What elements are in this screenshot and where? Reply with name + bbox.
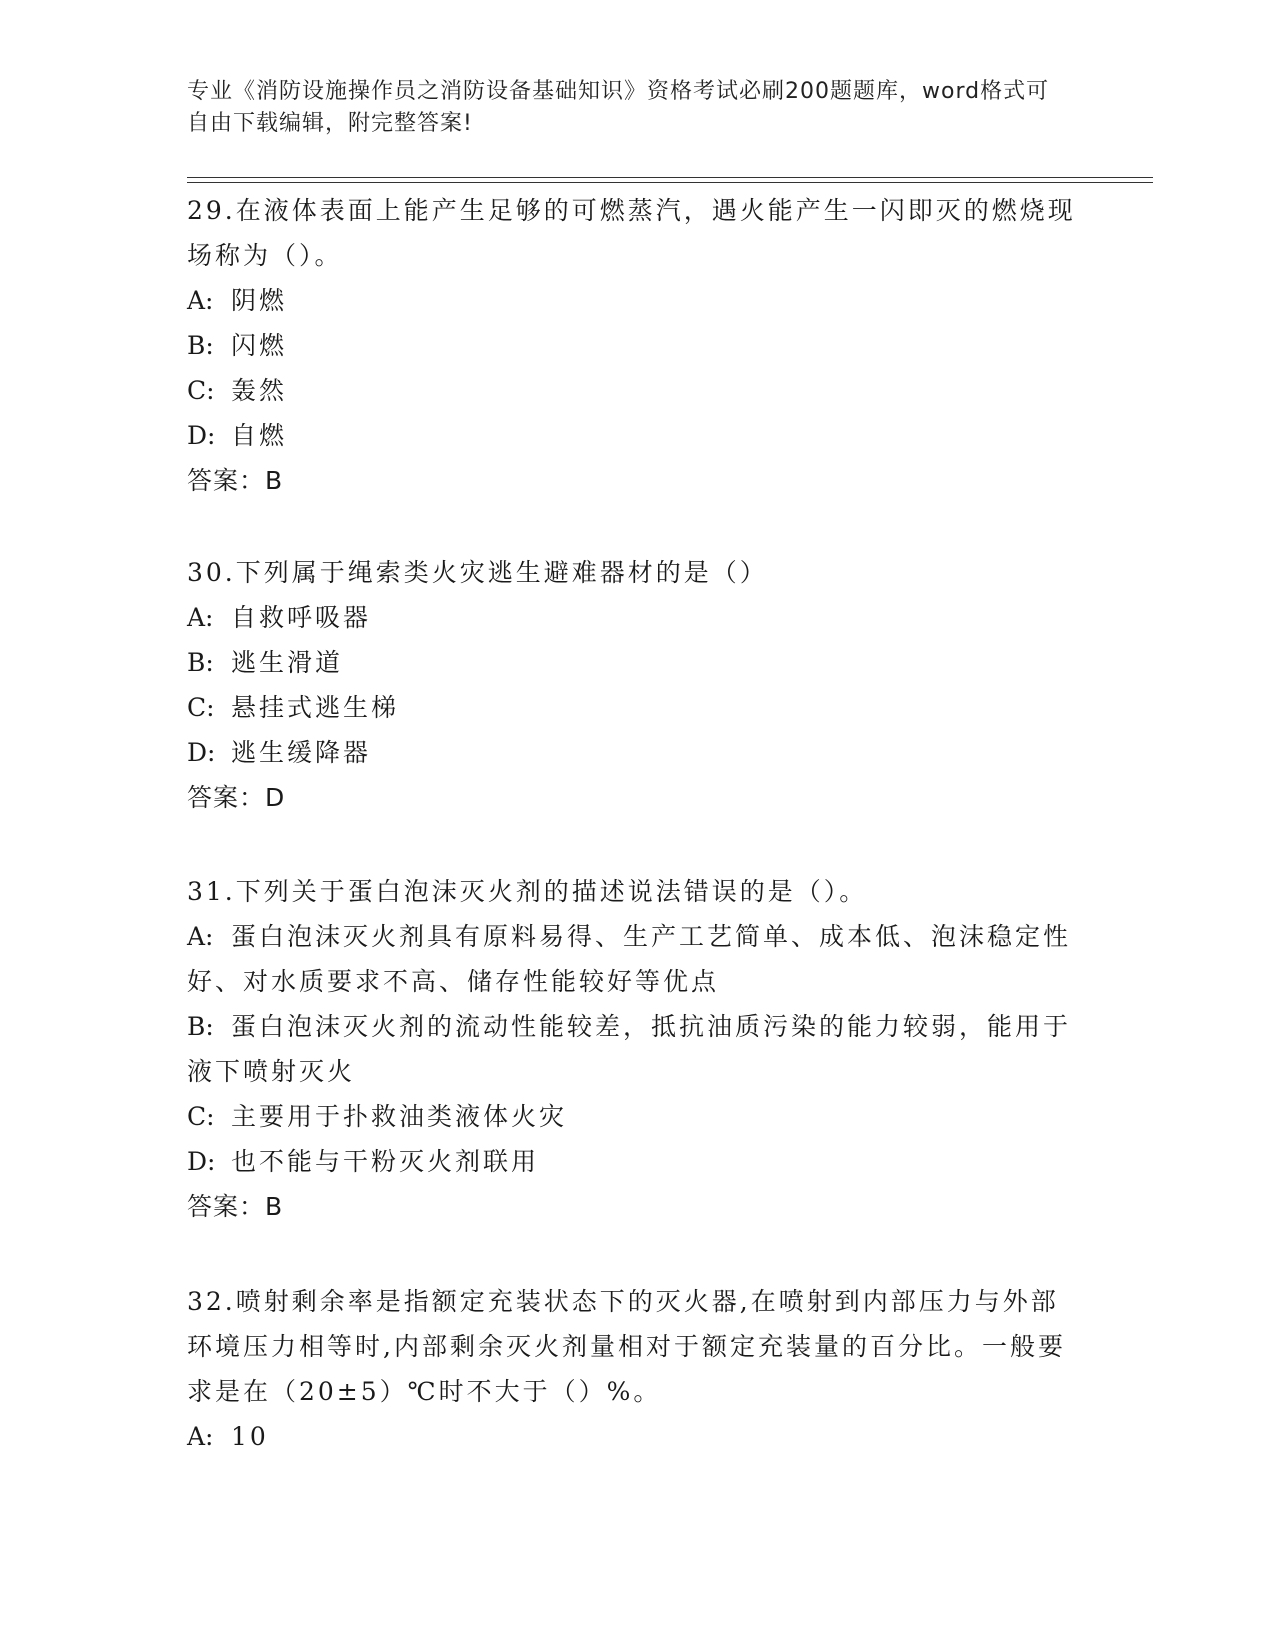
option-text: 自救呼吸器 — [231, 603, 372, 632]
option-c: C: 主要用于扑救油类液体火灾 — [187, 1102, 568, 1131]
answer: 答案：D — [187, 783, 286, 812]
option-c: C: 轰然 — [187, 376, 288, 405]
option-c: C: 悬挂式逃生梯 — [187, 693, 400, 722]
answer: 答案：B — [187, 1192, 284, 1221]
option-a: A: 阴燃 — [187, 286, 288, 315]
option-text: 悬挂式逃生梯 — [231, 693, 400, 722]
header-divider-top — [187, 177, 1153, 178]
question-29 — [187, 188, 1077, 503]
option-a: A: 自救呼吸器 — [187, 603, 372, 632]
option-text: 轰然 — [231, 376, 288, 405]
option-text: 阴燃 — [231, 286, 288, 315]
question-stem: 32.喷射剩余率是指额定充装状态下的灭火器,在喷射到内部压力与外部环境压力相等时,内部剩余灭火剂量相对于额定充装量的百分比。一般要求是在（20±5）℃时不大于（）%。 — [187, 1287, 1066, 1406]
option-d: D: 逃生缓降器 — [187, 738, 372, 767]
header-divider-bottom — [187, 182, 1153, 183]
option-text: 逃生滑道 — [231, 648, 344, 677]
question-stem: 30.下列属于绳索类火灾逃生避难器材的是（） — [187, 558, 768, 587]
option-text: 逃生缓降器 — [231, 738, 372, 767]
option-text: 10 — [231, 1422, 269, 1451]
option-d: D: 自燃 — [187, 421, 288, 450]
document-intro: 专业《消防设施操作员之消防设备基础知识》资格考试必刷200题题库，word格式可自由下载编辑，附完整答案! — [187, 79, 1050, 136]
question-stem: 31.下列关于蛋白泡沫灭火剂的描述说法错误的是（）。 — [187, 877, 868, 906]
option-b: B: 逃生滑道 — [187, 648, 344, 677]
question-stem: 29.在液体表面上能产生足够的可燃蒸汽，遇火能产生一闪即灭的燃烧现场称为（）。 — [187, 196, 1076, 270]
answer: 答案：B — [187, 466, 284, 495]
option-text: 闪燃 — [231, 331, 288, 360]
option-d: D: 也不能与干粉灭火剂联用 — [187, 1147, 540, 1176]
option-text: 蛋白泡沫灭火剂具有原料易得、生产工艺简单、成本低、泡沫稳定性好、对水质要求不高、储存性能较好等优点 — [187, 922, 1072, 996]
option-text: 蛋白泡沫灭火剂的流动性能较差，抵抗油质污染的能力较弱，能用于液下喷射灭火 — [187, 1012, 1072, 1086]
option-b: B: 闪燃 — [187, 331, 288, 360]
option-text: 主要用于扑救油类液体火灾 — [231, 1102, 568, 1131]
question-32 — [187, 1279, 1077, 1459]
option-b: B: 蛋白泡沫灭火剂的流动性能较差，抵抗油质污染的能力较弱，能用于液下喷射灭火 — [187, 1012, 1072, 1086]
question-31 — [187, 869, 1077, 1229]
question-30 — [187, 550, 1077, 820]
option-a: A: 蛋白泡沫灭火剂具有原料易得、生产工艺简单、成本低、泡沫稳定性好、对水质要求不高、储存性能较好等优点 — [187, 922, 1072, 996]
option-text: 自燃 — [231, 421, 288, 450]
option-a: A: 10 — [187, 1422, 269, 1451]
option-text: 也不能与干粉灭火剂联用 — [231, 1147, 540, 1176]
